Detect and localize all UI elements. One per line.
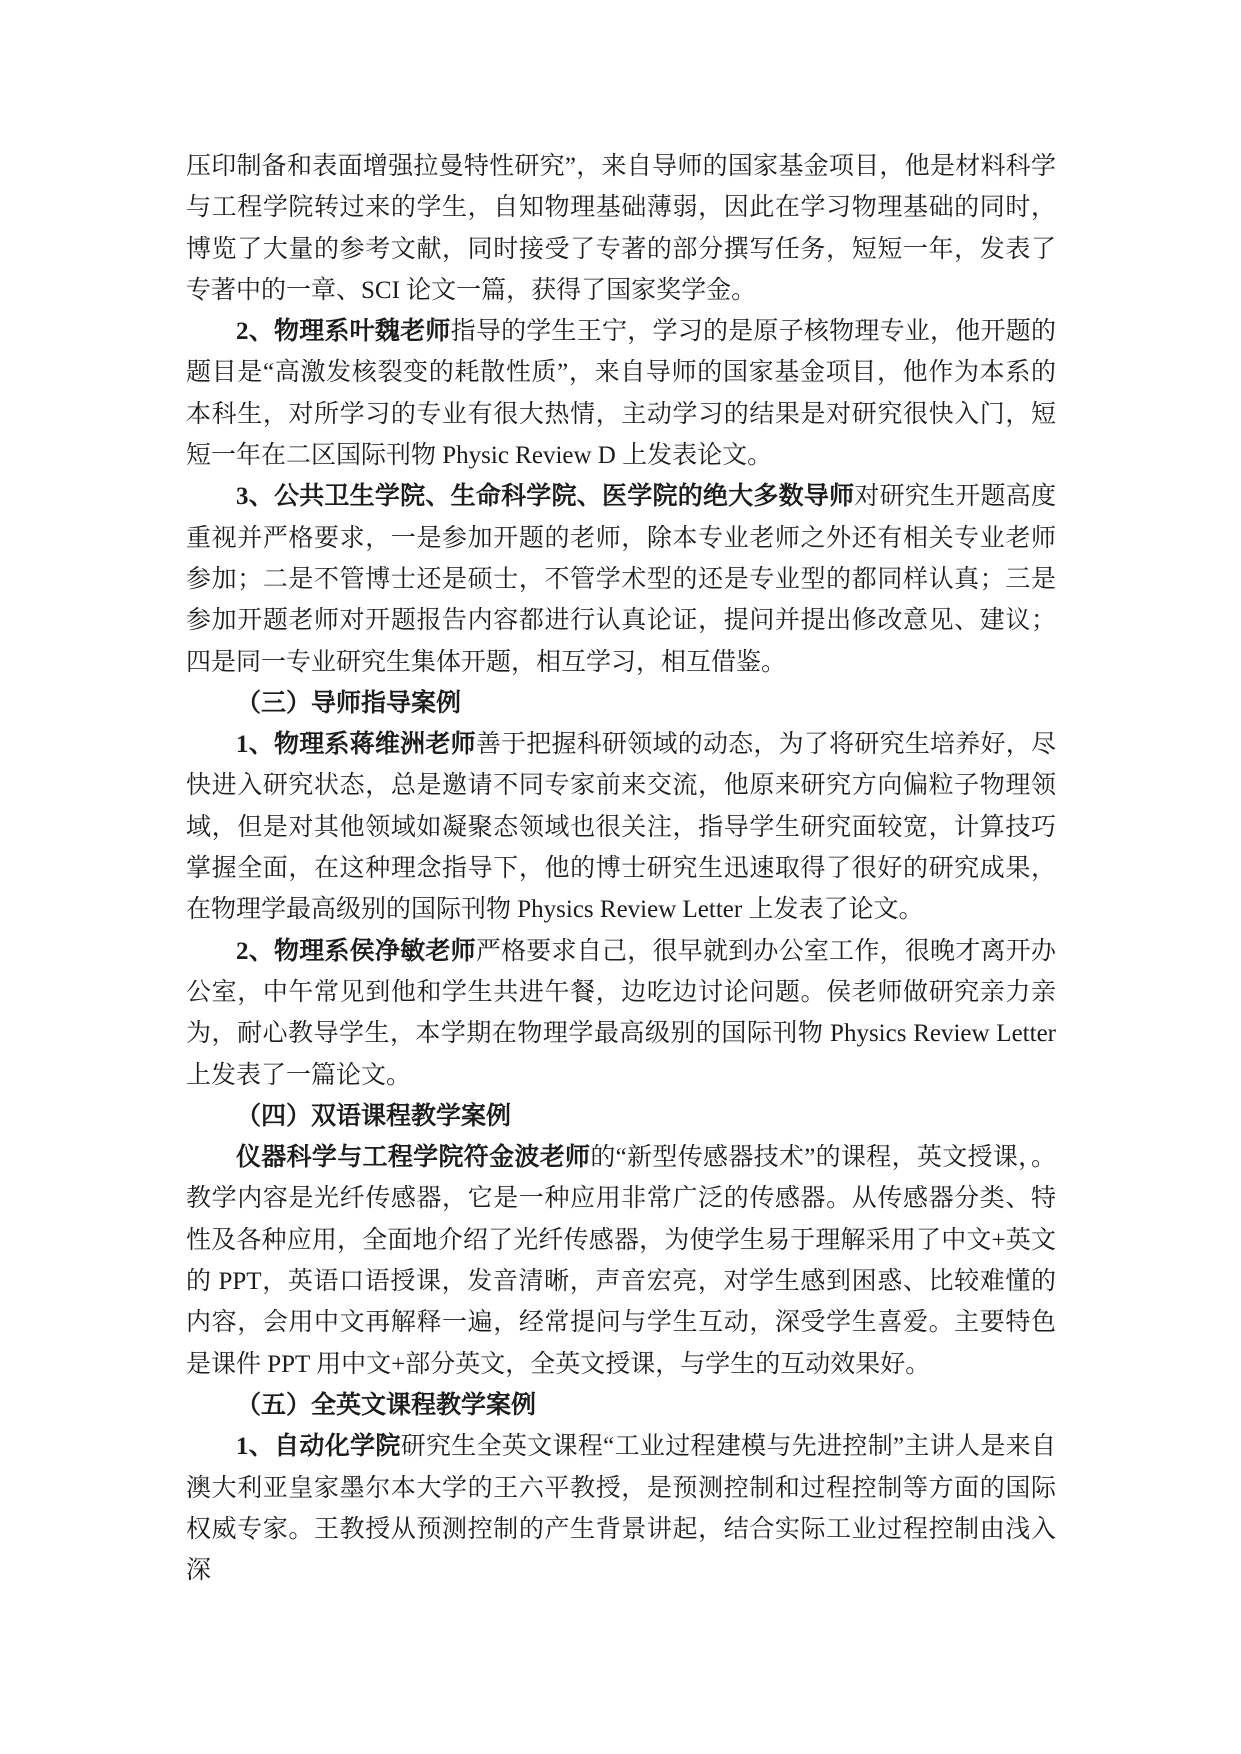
emphasis-text: 2、物理系侯净敏老师 <box>236 937 476 965</box>
section-heading-4 <box>186 1096 1056 1137</box>
body-text: 指导的学生王宁，学习的是原子核物理专业，他开题的题目是“高激发核裂变的耗散性质”，来自导师的国家基金项目，他作为本系的本科生，对所学习的专业有很大热情，主动学习的结果是对研究很快入门，短短一年在二区国际刊物 Physic Review D 上发表论文。 <box>186 318 1056 470</box>
body-text: 严格要求自己，很早就到办公室工作，很晚才离开办公室，中午常见到他和学生共进午餐，边吃边讨论问题。侯老师做研究亲力亲为，耐心教导学生，本学期在物理学最高级别的国际刊物 Physics Review Letter 上发表了一篇论文。 <box>186 937 1056 1089</box>
emphasis-text: 3、公共卫生学院、生命科学院、医学院的绝大多数导师 <box>236 483 855 511</box>
paragraph-6 <box>186 1137 1056 1385</box>
paragraph-3 <box>186 476 1056 682</box>
paragraph-1 <box>186 146 1056 311</box>
paragraph-2 <box>186 311 1056 476</box>
emphasis-text: （五）全英文课程教学案例 <box>236 1391 537 1419</box>
emphasis-text: 1、自动化学院 <box>236 1433 401 1461</box>
paragraph-5 <box>186 931 1056 1096</box>
section-heading-5 <box>186 1385 1056 1426</box>
emphasis-text: 仪器科学与工程学院符金波老师 <box>236 1144 591 1172</box>
emphasis-text: （四）双语课程教学案例 <box>236 1102 512 1130</box>
paragraph-7 <box>186 1426 1056 1591</box>
emphasis-text: 1、物理系蒋维洲老师 <box>236 731 476 759</box>
document-body <box>186 146 1056 1591</box>
emphasis-text: 2、物理系叶魏老师 <box>236 318 451 346</box>
body-text: 研究生全英文课程“工业过程建模与先进控制”主讲人是来自澳大利亚皇家墨尔本大学的王六平教授，是预测控制和过程控制等方面的国际权威专家。王教授从预测控制的产生背景讲起，结合实际工业过程控制由浅入深 <box>186 1433 1056 1585</box>
emphasis-text: （三）导师指导案例 <box>236 689 462 717</box>
body-text: 压印制备和表面增强拉曼特性研究”，来自导师的国家基金项目，他是材料科学与工程学院转过来的学生，自知物理基础薄弱，因此在学习物理基础的同时，博览了大量的参考文献，同时接受了专著的部分撰写任务，短短一年，发表了专著中的一章、SCI 论文一篇，获得了国家奖学金。 <box>186 153 1056 304</box>
body-text: 善于把握科研领域的动态，为了将研究生培养好，尽快进入研究状态，总是邀请不同专家前来交流，他原来研究方向偏粒子物理领域，但是对其他领域如凝聚态领域也很关注，指导学生研究面较宽，计算技巧掌握全面，在这种理念指导下，他的博士研究生迅速取得了很好的研究成果，在物理学最高级别的国际刊物 Physics Review Letter 上发表了论文。 <box>186 731 1056 924</box>
section-heading-3 <box>186 683 1056 724</box>
paragraph-4 <box>186 724 1056 930</box>
body-text: 对研究生开题高度重视并严格要求，一是参加开题的老师，除本专业老师之外还有相关专业老师参加；二是不管博士还是硕士，不管学术型的还是专业型的都同样认真；三是参加开题老师对开题报告内容都进行认真论证，提问并提出修改意见、建议；四是同一专业研究生集体开题，相互学习，相互借鉴。 <box>186 483 1056 676</box>
body-text: 的“新型传感器技术”的课程，英文授课，。教学内容是光纤传感器，它是一种应用非常广泛的传感器。从传感器分类、特性及各种应用，全面地介绍了光纤传感器，为使学生易于理解采用了中文+英文的 PPT，英语口语授课，发音清晰，声音宏亮，对学生感到困惑、比较难懂的内容，会用中文再解释一遍，经常提问与学生互动，深受学生喜爱。主要特色是课件 PPT 用中文+部分英文，全英文授课，与学生的互动效果好。 <box>186 1144 1056 1378</box>
